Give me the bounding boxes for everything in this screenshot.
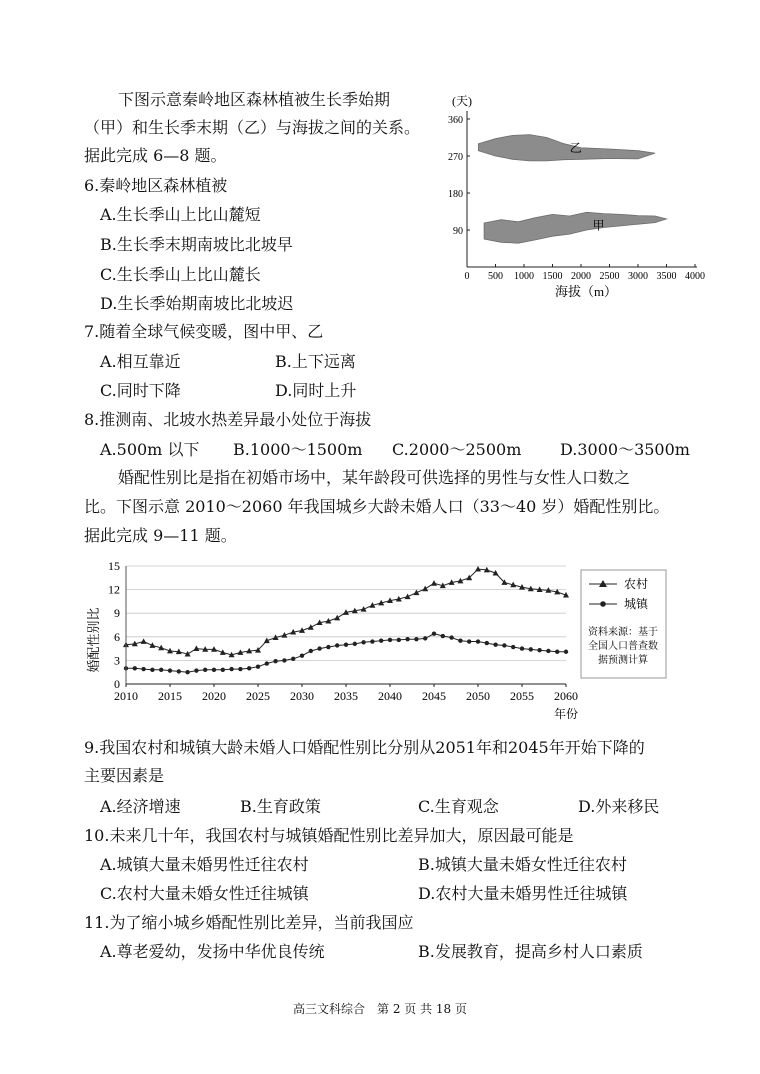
q7-option-d: D.同时上升 <box>275 381 357 400</box>
q7-option-b: B.上下远离 <box>275 352 356 371</box>
sex-ratio-x-tick-label: 2025 <box>246 689 270 703</box>
sex-ratio-y-tick-label: 6 <box>114 629 120 644</box>
urban-data-point <box>168 668 172 672</box>
altitude-x-tick-label: 4000 <box>685 271 705 282</box>
urban-data-point <box>423 636 427 640</box>
sex-ratio-chart-y-label: 婚配性别比 <box>86 607 101 673</box>
sex-ratio-y-tick-label: 15 <box>108 559 120 573</box>
altitude-x-tick-label: 500 <box>488 271 503 282</box>
urban-data-point <box>441 634 445 638</box>
sex-ratio-x-tick-label: 2045 <box>422 689 446 703</box>
urban-data-point <box>493 642 497 646</box>
sex-ratio-x-tick-label: 2035 <box>334 689 358 703</box>
q9-stem-line-2: 主要因素是 <box>84 766 165 785</box>
q8-option-c: C.2000～2500m <box>392 440 522 459</box>
q8-option-b: B.1000～1500m <box>233 440 363 459</box>
urban-data-point <box>335 643 339 647</box>
rural-data-point <box>431 580 437 586</box>
urban-data-point <box>520 646 524 650</box>
urban-data-point <box>221 668 225 672</box>
altitude-x-tick-label: 2500 <box>599 271 620 282</box>
q7-stem: 7.随着全球气候变暖，图中甲、乙 <box>84 322 324 341</box>
q10-option-d: D.农村大量未婚男性迁往城镇 <box>418 884 628 903</box>
q11-option-b: B.发展教育，提高乡村人口素质 <box>418 942 643 961</box>
urban-data-point <box>555 650 559 654</box>
urban-data-point <box>159 668 163 672</box>
altitude-chart-x-label: 海拔（m） <box>554 284 618 299</box>
urban-data-point <box>502 643 506 647</box>
rural-data-point <box>334 615 340 621</box>
source-note-line-2: 全国人口普查数 <box>588 641 658 652</box>
altitude-season-chart <box>440 88 720 310</box>
urban-data-point <box>309 649 313 653</box>
sex-ratio-chart-x-label: 年份 <box>553 707 579 721</box>
altitude-y-tick-label: 270 <box>448 152 463 163</box>
sex-ratio-y-tick-label: 3 <box>114 653 120 668</box>
q8-option-a: A.500m 以下 <box>100 440 200 459</box>
page-footer: 高三文科综合 第 2 页 共 18 页 <box>293 1002 467 1016</box>
q10-option-a: A.城镇大量未婚男性迁往农村 <box>100 855 309 874</box>
urban-data-point <box>282 658 286 662</box>
urban-data-point <box>467 639 471 643</box>
altitude-y-tick-label: 180 <box>448 189 463 200</box>
altitude-x-tick-label: 3000 <box>628 271 648 282</box>
urban-data-point <box>150 668 154 672</box>
urban-data-point <box>511 645 515 649</box>
q11-option-a: A.尊老爱幼，发扬中华优良传统 <box>100 942 325 961</box>
urban-data-point <box>247 666 251 670</box>
intro2-line-2: 比。下图示意 2010～2060 年我国城乡大龄未婚人口（33～40 岁）婚配性别比。 <box>84 497 670 516</box>
sex-ratio-x-tick-label: 2060 <box>554 689 578 703</box>
season-band-label: 乙 <box>569 140 582 155</box>
sex-ratio-x-tick-label: 2010 <box>114 689 138 703</box>
intro1-line-2: （甲）和生长季末期（乙）与海拔之间的关系。 <box>84 118 421 137</box>
q6-option-d: D.生长季始期南坡比北坡迟 <box>100 294 294 313</box>
season-band-乙 <box>478 135 655 161</box>
urban-data-point <box>529 647 533 651</box>
sex-ratio-chart <box>84 555 680 725</box>
intro2-line-3: 据此完成 9—11 题。 <box>84 526 237 545</box>
altitude-y-tick-label: 360 <box>448 115 463 126</box>
urban-data-point <box>203 668 207 672</box>
sex-ratio-x-tick-label: 2055 <box>510 689 534 703</box>
intro2-line-1: 婚配性别比是指在初婚市场中，某年龄段可供选择的男性与女性人口数之 <box>118 468 631 487</box>
urban-data-point <box>458 639 462 643</box>
q6-stem: 6.秦岭地区森林植被 <box>84 176 228 195</box>
legend-label-urban: 城镇 <box>624 597 649 611</box>
sex-ratio-x-tick-label: 2020 <box>202 689 226 703</box>
urban-data-point <box>361 640 365 644</box>
intro1-line-3: 据此完成 6—8 题。 <box>84 146 227 165</box>
altitude-x-tick-label: 1500 <box>542 271 563 282</box>
q6-option-c: C.生长季山上比山麓长 <box>100 265 261 284</box>
altitude-x-tick-label: 3500 <box>656 271 677 282</box>
rural-data-point <box>193 645 199 651</box>
source-note-line-1: 资料来源：基于 <box>588 627 658 638</box>
urban-data-point <box>265 661 269 665</box>
urban-data-point <box>177 669 181 673</box>
urban-data-point <box>212 668 216 672</box>
sex-ratio-x-tick-label: 2030 <box>290 689 314 703</box>
season-band-label: 甲 <box>592 218 605 233</box>
urban-data-point <box>300 653 304 657</box>
urban-data-point <box>194 668 198 672</box>
urban-data-point <box>476 639 480 643</box>
urban-data-point <box>317 646 321 650</box>
q6-option-a: A.生长季山上比山麓短 <box>100 205 261 224</box>
altitude-y-tick-label: 90 <box>453 226 463 237</box>
q11-stem: 11.为了缩小城乡婚配性别比差异，当前我国应 <box>84 913 414 932</box>
urban-data-point <box>326 645 330 649</box>
altitude-chart-y-unit: (天) <box>452 94 472 108</box>
urban-data-point <box>141 667 145 671</box>
q9-option-b: B.生育政策 <box>240 797 321 816</box>
q10-option-c: C.农村大量未婚女性迁往城镇 <box>100 884 309 903</box>
intro1-line-1: 下图示意秦岭地区森林植被生长季始期 <box>118 90 391 109</box>
rural-data-point <box>413 590 419 596</box>
q6-option-b: B.生长季末期南坡比北坡早 <box>100 235 293 254</box>
urban-data-point <box>370 639 374 643</box>
urban-data-point <box>388 638 392 642</box>
urban-data-point <box>273 659 277 663</box>
rural-data-point <box>141 638 147 644</box>
q7-option-c: C.同时下降 <box>100 381 181 400</box>
legend-circle-marker <box>600 601 606 607</box>
q8-stem: 8.推测南、北坡水热差异最小处位于海拔 <box>84 410 372 429</box>
q10-stem: 10.未来几十年，我国农村与城镇婚配性别比差异加大，原因最可能是 <box>84 826 574 845</box>
urban-data-point <box>133 666 137 670</box>
urban-data-point <box>449 635 453 639</box>
urban-data-point <box>353 642 357 646</box>
altitude-x-tick-label: 2000 <box>571 271 591 282</box>
q7-option-a: A.相互靠近 <box>100 352 181 371</box>
q9-stem-line-1: 9.我国农村和城镇大龄未婚人口婚配性别比分别从2051年和2045年开始下降的 <box>84 738 645 757</box>
q9-option-c: C.生育观念 <box>418 797 499 816</box>
rural-data-point <box>422 586 428 592</box>
sex-ratio-x-tick-label: 2040 <box>378 689 402 703</box>
source-note-line-3: 据预测计算 <box>598 655 648 666</box>
sex-ratio-y-tick-label: 0 <box>114 677 120 691</box>
altitude-x-tick-label: 1000 <box>514 271 534 282</box>
q9-option-d: D.外来移民 <box>578 797 660 816</box>
urban-data-point <box>537 648 541 652</box>
urban-data-point <box>485 641 489 645</box>
legend-label-rural: 农村 <box>624 577 649 591</box>
urban-data-point <box>414 637 418 641</box>
urban-data-point <box>405 637 409 641</box>
rural-data-point <box>308 624 314 630</box>
series-line-urban <box>126 634 566 673</box>
urban-data-point <box>291 657 295 661</box>
q8-option-d: D.3000～3500m <box>560 440 690 459</box>
urban-data-point <box>256 664 260 668</box>
urban-data-point <box>564 650 568 654</box>
urban-data-point <box>229 667 233 671</box>
sex-ratio-legend <box>581 570 666 678</box>
urban-data-point <box>185 670 189 674</box>
altitude-x-tick-label: 0 <box>464 271 470 282</box>
urban-data-point <box>432 631 436 635</box>
sex-ratio-x-tick-label: 2050 <box>466 689 490 703</box>
sex-ratio-y-tick-label: 12 <box>108 582 120 597</box>
urban-data-point <box>238 667 242 671</box>
q10-option-b: B.城镇大量未婚女性迁往农村 <box>418 855 627 874</box>
sex-ratio-y-tick-label: 9 <box>114 606 120 621</box>
urban-data-point <box>546 649 550 653</box>
rural-data-point <box>475 566 481 572</box>
sex-ratio-x-tick-label: 2015 <box>158 689 182 703</box>
q9-option-a: A.经济增速 <box>100 797 181 816</box>
urban-data-point <box>397 638 401 642</box>
urban-data-point <box>379 639 383 643</box>
urban-data-point <box>344 642 348 646</box>
season-band-甲 <box>484 212 666 243</box>
